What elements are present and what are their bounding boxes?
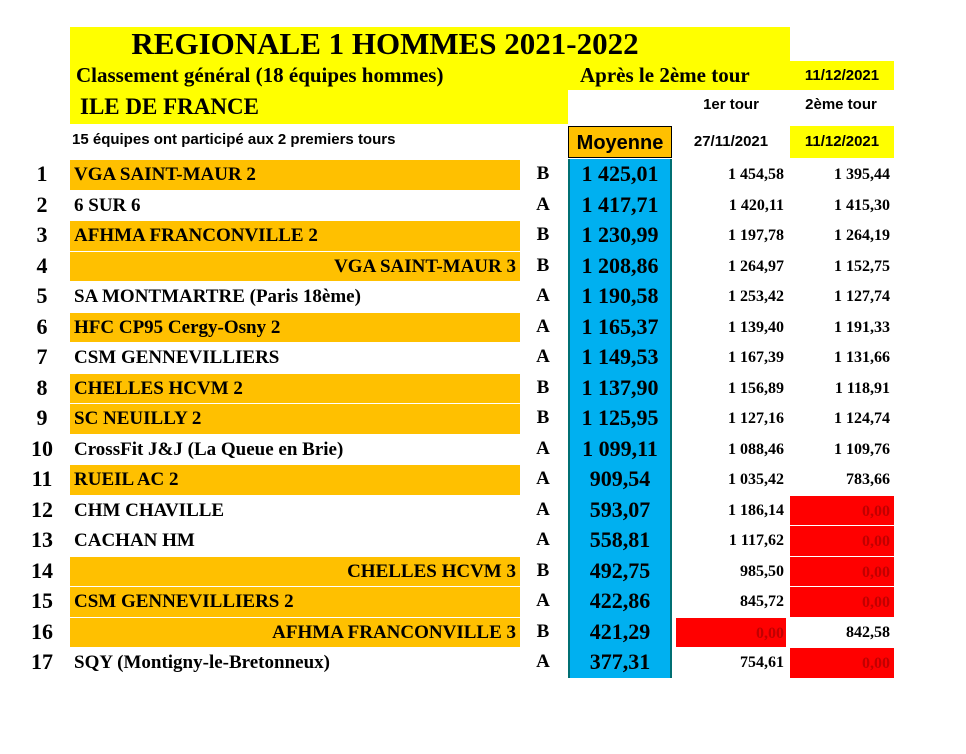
pool-cell: A [536, 651, 550, 672]
round2-score-cell: 1 124,74 [834, 410, 890, 427]
round2-score-cell: 0,00 [790, 495, 894, 526]
round1-score-cell: 1 035,42 [728, 471, 784, 488]
rank-cell: 3 [36, 222, 48, 247]
table-row [0, 556, 966, 587]
round2-score-cell: 1 264,19 [834, 227, 890, 244]
round2-score-cell: 1 415,30 [834, 196, 890, 214]
pool-cell: A [536, 193, 550, 215]
rank-cell: 12 [31, 496, 53, 522]
team-name-cell: RUEIL AC 2 [70, 464, 520, 495]
team-name-cell: CSM GENNEVILLIERS [70, 342, 520, 373]
rank-cell: 4 [36, 252, 48, 278]
round1-score-cell: 1 420,11 [728, 196, 784, 214]
table-row [0, 586, 966, 617]
rank-cell: 2 [36, 191, 48, 217]
round2-score-cell: 0,00 [790, 586, 894, 617]
average-cell: 422,86 [568, 586, 672, 617]
team-name-cell: CSM GENNEVILLIERS 2 [70, 586, 520, 617]
round1-score-cell: 0,00 [676, 617, 786, 648]
average-cell: 1 125,95 [568, 403, 672, 434]
table-row [0, 434, 966, 465]
team-name-cell: SQY (Montigny-le-Bretonneux) [70, 647, 520, 678]
table-row [0, 220, 966, 251]
table-row [0, 403, 966, 434]
round1-score-cell: 1 253,42 [728, 288, 784, 305]
round2-score-cell: 1 127,74 [834, 288, 890, 305]
pool-cell: B [536, 254, 550, 276]
round1-score-cell: 1 186,14 [728, 501, 784, 519]
team-name-cell: SA MONTMARTRE (Paris 18ème) [70, 281, 520, 312]
table-row [0, 312, 966, 343]
rank-cell: 6 [36, 313, 48, 339]
team-name-cell: CACHAN HM [70, 525, 520, 556]
round2-score-cell: 1 395,44 [834, 166, 890, 183]
round2-date: 11/12/2021 [790, 126, 894, 158]
round2-header: 2ème tour [805, 96, 877, 113]
pool-cell: B [536, 620, 550, 642]
pool-cell: A [536, 285, 550, 306]
round1-score-cell: 1 139,40 [728, 318, 784, 336]
rank-cell: 5 [36, 283, 48, 308]
rank-cell: 15 [31, 588, 53, 613]
table-row [0, 342, 966, 373]
rank-cell: 14 [31, 557, 53, 583]
after-round-label: Après le 2ème tour [580, 63, 750, 87]
round2-score-cell: 0,00 [790, 525, 894, 556]
round1-score-cell: 1 117,62 [728, 532, 784, 549]
table-row [0, 159, 966, 190]
team-name-cell: CrossFit J&J (La Queue en Brie) [70, 434, 520, 465]
average-cell: 1 099,11 [568, 434, 672, 465]
table-row [0, 281, 966, 312]
region-label: ILE DE FRANCE [70, 90, 568, 124]
average-cell: 1 425,01 [568, 159, 672, 190]
table-row [0, 617, 966, 648]
ranking-table [0, 159, 966, 678]
round2-score-cell: 0,00 [790, 556, 894, 587]
round1-score-cell: 754,61 [740, 654, 784, 671]
rank-cell: 11 [31, 466, 53, 491]
average-header: Moyenne [568, 126, 672, 158]
rank-cell: 7 [36, 344, 48, 369]
pool-cell: A [536, 498, 550, 520]
round1-score-cell: 985,50 [740, 562, 784, 580]
team-name-cell: AFHMA FRANCONVILLE 3 [70, 617, 520, 648]
round1-score-cell: 845,72 [740, 593, 784, 610]
average-cell: 558,81 [568, 525, 672, 556]
average-cell: 421,29 [568, 617, 672, 648]
ranking-subtitle: Classement général (18 équipes hommes) [70, 61, 790, 90]
average-cell: 1 137,90 [568, 373, 672, 404]
table-row [0, 647, 966, 678]
table-row [0, 251, 966, 282]
pool-cell: B [536, 376, 550, 398]
round1-date: 27/11/2021 [693, 133, 769, 150]
average-cell: 377,31 [568, 647, 672, 678]
rank-cell: 9 [36, 405, 48, 430]
average-cell: 1 208,86 [568, 251, 672, 282]
rank-cell: 8 [36, 374, 48, 400]
table-row [0, 525, 966, 556]
round2-score-cell: 842,58 [846, 623, 890, 641]
round2-score-cell: 1 131,66 [834, 349, 890, 366]
round2-score-cell: 0,00 [790, 647, 894, 678]
rank-cell: 13 [31, 527, 53, 552]
round1-score-cell: 1 156,89 [728, 379, 784, 397]
rank-cell: 1 [36, 161, 48, 186]
rank-cell: 10 [31, 435, 53, 461]
pool-cell: A [536, 590, 550, 611]
pool-cell: A [536, 346, 550, 367]
rank-cell: 16 [31, 618, 53, 644]
rank-cell: 17 [31, 649, 53, 674]
round2-score-cell: 1 191,33 [834, 318, 890, 336]
team-name-cell: CHELLES HCVM 3 [70, 556, 520, 587]
round1-score-cell: 1 264,97 [728, 257, 784, 275]
average-cell: 1 149,53 [568, 342, 672, 373]
average-cell: 1 190,58 [568, 281, 672, 312]
team-name-cell: VGA SAINT-MAUR 2 [70, 159, 520, 190]
team-name-cell: SC NEUILLY 2 [70, 403, 520, 434]
round2-score-cell: 1 109,76 [834, 440, 890, 458]
team-name-cell: VGA SAINT-MAUR 3 [70, 251, 520, 282]
page-title: REGIONALE 1 HOMMES 2021-2022 [70, 27, 790, 61]
pool-cell: A [536, 529, 550, 550]
round2-score-cell: 783,66 [846, 471, 890, 488]
header-date: 11/12/2021 [790, 61, 894, 90]
round2-score-cell: 1 152,75 [834, 257, 890, 275]
participation-note: 15 équipes ont participé aux 2 premiers tours [72, 131, 396, 148]
team-name-cell: CHELLES HCVM 2 [70, 373, 520, 404]
average-cell: 909,54 [568, 464, 672, 495]
table-row [0, 464, 966, 495]
round1-score-cell: 1 127,16 [728, 410, 784, 427]
average-cell: 1 417,71 [568, 190, 672, 221]
pool-cell: A [536, 315, 550, 337]
pool-cell: B [536, 407, 550, 428]
table-row [0, 495, 966, 526]
team-name-cell: HFC CP95 Cergy-Osny 2 [70, 312, 520, 343]
team-name-cell: AFHMA FRANCONVILLE 2 [70, 220, 520, 251]
average-cell: 1 165,37 [568, 312, 672, 343]
round1-score-cell: 1 167,39 [728, 349, 784, 366]
average-cell: 1 230,99 [568, 220, 672, 251]
pool-cell: B [536, 224, 550, 245]
round2-score-cell: 1 118,91 [834, 379, 890, 397]
round1-score-cell: 1 454,58 [728, 166, 784, 183]
pool-cell: B [536, 559, 550, 581]
average-cell: 492,75 [568, 556, 672, 587]
average-cell: 593,07 [568, 495, 672, 526]
pool-cell: B [536, 163, 550, 184]
team-name-cell: 6 SUR 6 [70, 190, 520, 221]
table-row [0, 190, 966, 221]
round1-score-cell: 1 088,46 [728, 440, 784, 458]
round1-header: 1er tour [703, 96, 759, 113]
pool-cell: A [536, 468, 550, 489]
pool-cell: A [536, 437, 550, 459]
table-row [0, 373, 966, 404]
team-name-cell: CHM CHAVILLE [70, 495, 520, 526]
round1-score-cell: 1 197,78 [728, 227, 784, 244]
